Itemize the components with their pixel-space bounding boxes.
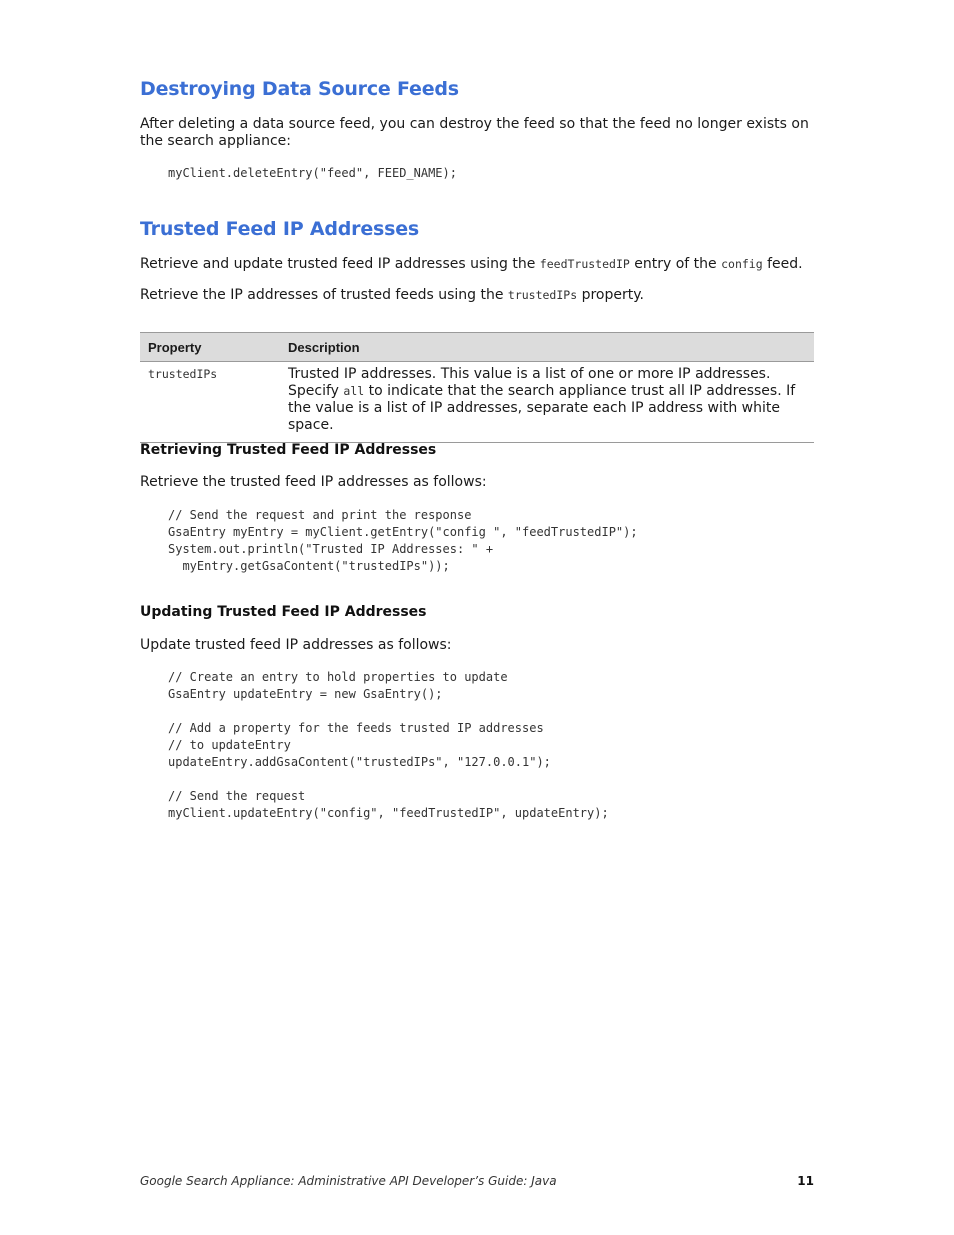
heading-retrieving-trusted-ips: Retrieving Trusted Feed IP Addresses xyxy=(140,442,437,458)
inline-code-trustedips: trustedIPs xyxy=(507,288,578,302)
retrieving-intro: Retrieve the trusted feed IP addresses as follows: xyxy=(140,474,487,490)
updating-code-block: // Create an entry to hold properties to update GsaEntry updateEntry = new GsaEntry(); // Add a property for the feeds trusted IP addresses // to updateEntry updateEntry.addGsaContent("trustedIPs", "127.0.0.1"); // Send the request myClient.updateEntry("config", "feedTrustedIP", updateEntry); xyxy=(168,670,609,820)
retrieving-code-block: // Send the request and print the response GsaEntry myEntry = myClient.getEntry("config ", "feedTrustedIP"); System.out.println("Trusted IP Addresses: " + myEntry.getGsaContent("trustedIPs")); xyxy=(168,508,638,573)
text: entry of the xyxy=(629,256,722,272)
table-cell-description xyxy=(280,362,814,443)
text: property. xyxy=(577,287,644,303)
text: to indicate that the search appliance trust all IP addresses. If the value is a list of IP addresses, separate each IP address with white space. xyxy=(288,383,796,433)
inline-code-all: all xyxy=(343,384,365,398)
text: Trusted IP addresses. This value is a list of one or more IP addresses. Specify xyxy=(288,366,771,399)
destroy-code-block: myClient.deleteEntry("feed", FEED_NAME); xyxy=(168,166,457,180)
trusted-paragraph-1 xyxy=(140,256,814,273)
updating-intro: Update trusted feed IP addresses as follows: xyxy=(140,637,452,653)
property-table xyxy=(140,332,814,443)
heading-trusted-feed-ips: Trusted Feed IP Addresses xyxy=(140,218,420,240)
trusted-paragraph-2 xyxy=(140,287,814,304)
inline-code-config: config xyxy=(721,257,763,271)
table-row xyxy=(140,362,814,443)
inline-code-feedtrustedip: feedTrustedIP xyxy=(539,257,630,271)
text: Retrieve the IP addresses of trusted feeds using the xyxy=(140,287,508,303)
text: feed. xyxy=(762,256,803,272)
page-number: 11 xyxy=(797,1174,814,1188)
table-header-row xyxy=(140,333,814,362)
table-header-property: Property xyxy=(140,333,280,362)
destroy-intro: After deleting a data source feed, you can destroy the feed so that the feed no longer exists on the search appliance: xyxy=(140,116,809,149)
footer-title: Google Search Appliance: Administrative API Developer’s Guide: Java xyxy=(140,1174,557,1188)
heading-destroying-feeds: Destroying Data Source Feeds xyxy=(140,78,459,100)
table-header-description: Description xyxy=(280,333,814,362)
table-cell-property xyxy=(140,362,280,443)
text: Retrieve and update trusted feed IP addresses using the xyxy=(140,256,540,272)
heading-updating-trusted-ips: Updating Trusted Feed IP Addresses xyxy=(140,604,427,620)
property-name: trustedIPs xyxy=(148,367,218,381)
